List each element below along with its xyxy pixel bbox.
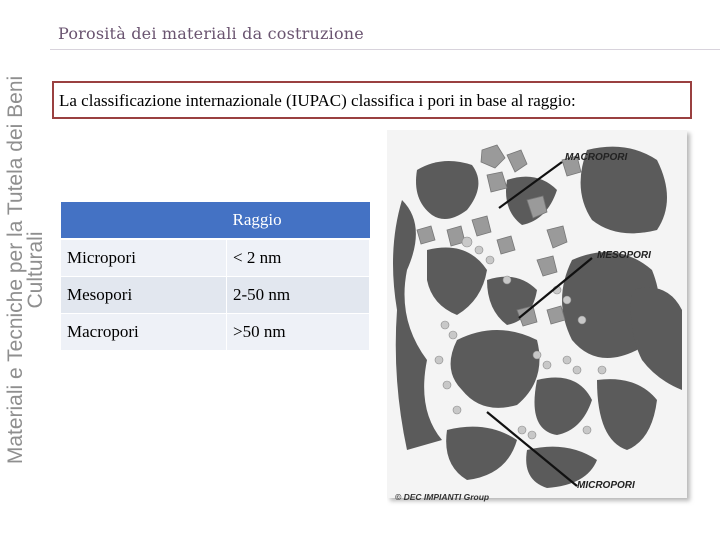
pore-type-cell: Macropori	[61, 314, 227, 351]
table-row	[61, 277, 370, 314]
table-header-empty	[61, 202, 227, 239]
pore-radius-cell: < 2 nm	[227, 239, 370, 277]
side-title-line1: Materiali e Tecniche per la Tutela dei Beni	[4, 75, 27, 465]
side-course-title	[0, 0, 52, 540]
title-divider	[50, 49, 720, 50]
pore-radius-cell: >50 nm	[227, 314, 370, 351]
figure-credit: © DEC IMPIANTI Group	[395, 492, 490, 502]
slide-title: Porosità dei materiali da costruzione	[58, 24, 364, 43]
label-micropori: MICROPORI	[577, 480, 635, 491]
table-header-row	[61, 202, 370, 239]
label-mesopori: MESOPORI	[597, 250, 651, 261]
pore-radius-cell: 2-50 nm	[227, 277, 370, 314]
table-header-raggio: Raggio	[227, 202, 370, 239]
intro-text: La classificazione internazionale (IUPAC) classifica i pori in base al raggio:	[59, 91, 576, 110]
table-row	[61, 239, 370, 277]
table-row	[61, 314, 370, 351]
pore-diagram	[387, 130, 695, 506]
pore-classification-table	[60, 202, 370, 351]
intro-textbox	[52, 81, 692, 119]
label-macropori: MACROPORI	[565, 152, 628, 163]
pore-diagram-image	[387, 130, 695, 506]
side-title-line2: Culturali	[24, 231, 47, 309]
pore-type-cell: Mesopori	[61, 277, 227, 314]
pore-type-cell: Micropori	[61, 239, 227, 277]
